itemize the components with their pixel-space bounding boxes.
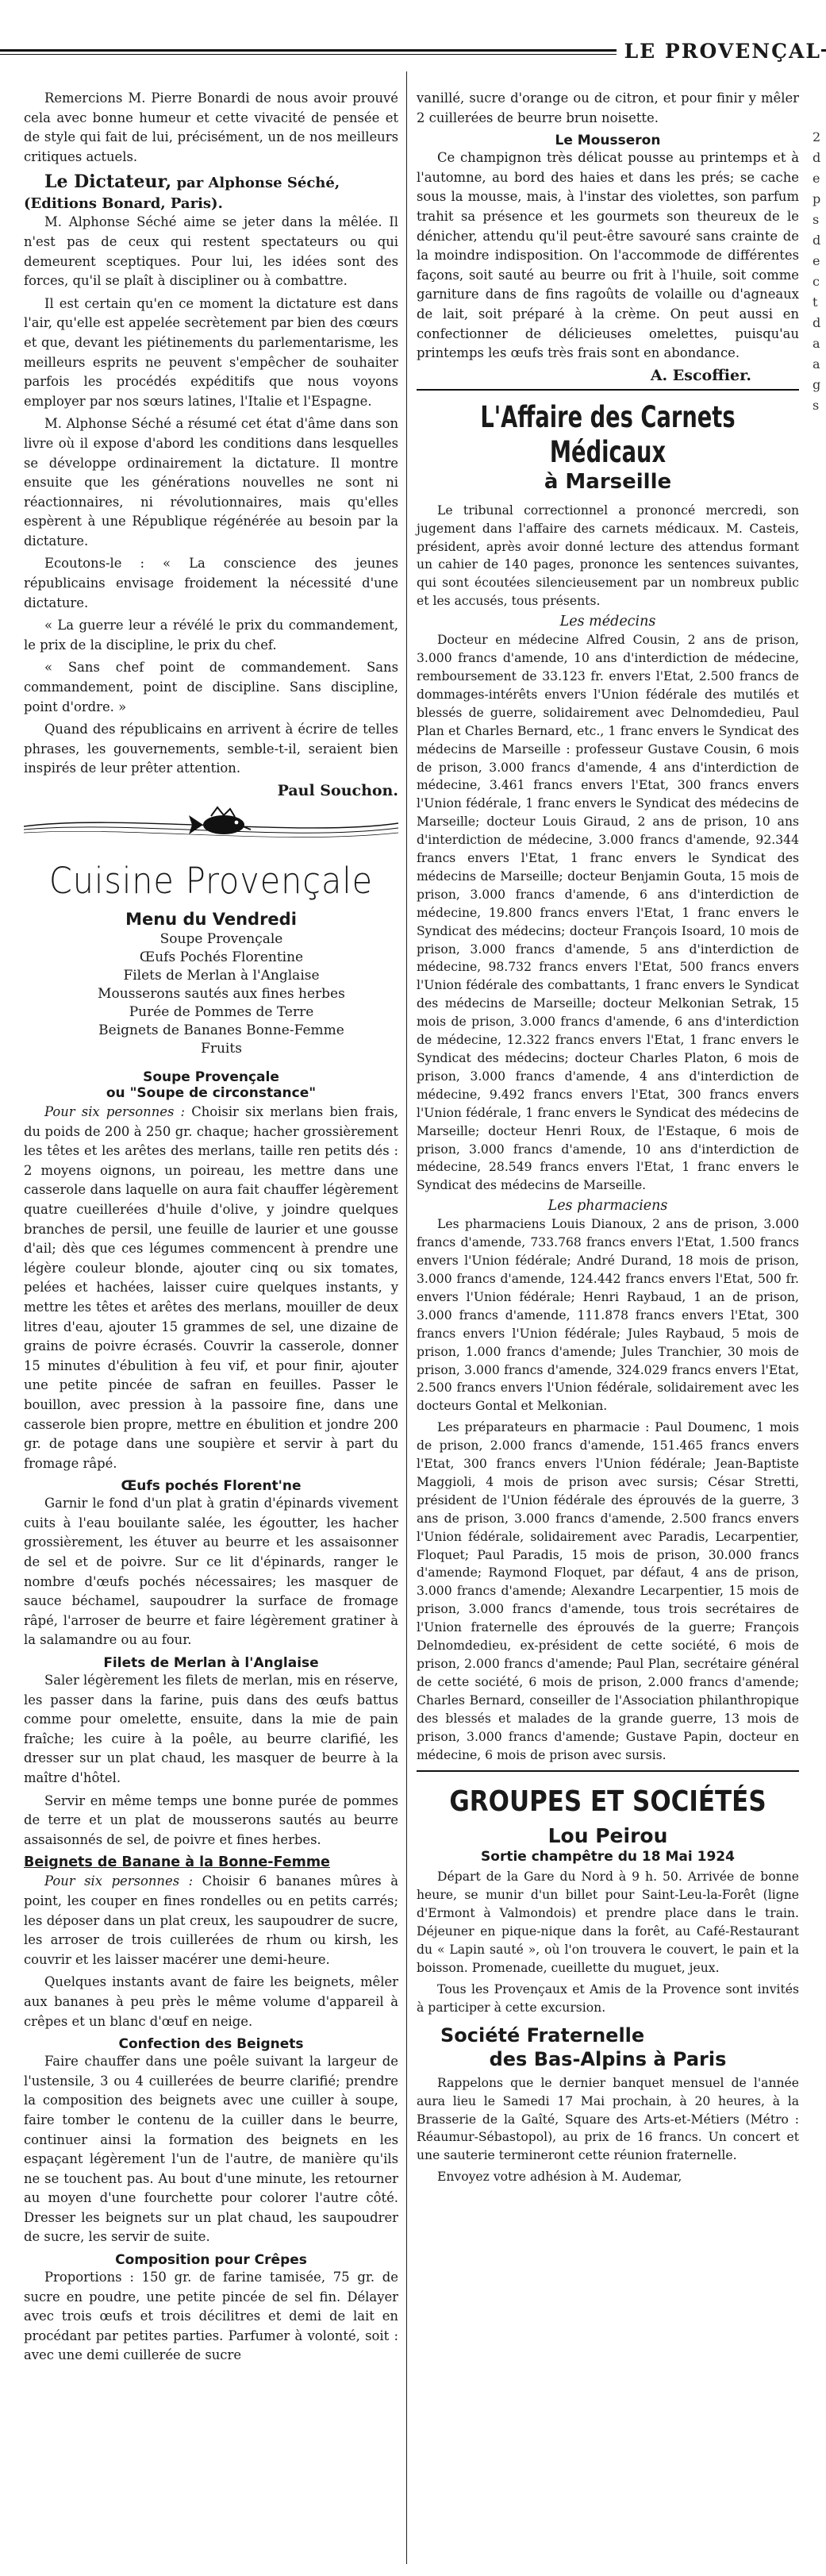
recipe-text: Quelques instants avant de faire les beignets, mêler aux bananes à peu près le même volume d'appareil à crêpes et un blanc d'œuf en neige. [24, 1974, 398, 2029]
edge-letter: d [813, 233, 821, 248]
recipe-text [24, 1872, 398, 1970]
article-intro: Le tribunal correctionnel a prononcé mercredi, son jugement dans l'affaire des carnets médicaux. M. Casteis, président, après avoir donné lecture des attendus formant un cahier de 140 pages, prononce les sentences suivantes, qui sont écoutées silencieusement par un nombreux public et les accusés, tous présents. [417, 502, 799, 609]
menu-item: Filets de Merlan à l'Anglaise [123, 968, 320, 984]
intro-paragraph: Remercions M. Pierre Bonardi de nous avoir prouvé cela avec bonne humeur et cette vivacité de pensée et de style qui fait de lui, précisément, un de nos meilleurs critiques actuels. [24, 90, 398, 164]
section-rule [417, 389, 799, 391]
menu-item: Beignets de Bananes Bonne-Femme [98, 1022, 344, 1038]
article-paragraph: Les pharmaciens Louis Dianoux, 2 ans de prison, 3.000 francs d'amende, 733.768 francs envers l'Etat, 1.500 francs envers l'Union fédérale; André Durand, 18 mois de prison, 3.000 francs d'amende, 124.442 francs envers l'Etat, 500 fr. envers l'Union fédérale; Henri Raybaud, 1 an de prison, 3.000 francs d'amende, 111.878 francs envers l'Etat, 300 francs envers l'Union fédérale; Jules Raybaud, 5 mois de prison, 1.000 francs d'amende; Jules Tranchier, 30 mois de prison, 3.000 francs d'amende, 324.029 francs envers l'Etat, 2.500 francs envers l'Union fédérale, solidairement avec les docteurs Gontal et Melkonian. [417, 1217, 799, 1414]
menu-item: Purée de Pommes de Terre [129, 1004, 314, 1020]
book-title: Le Dictateur, [44, 171, 172, 193]
left-column [24, 89, 398, 2369]
mousseron-heading: Le Mousseron [555, 133, 661, 149]
review-paragraph: Quand des républicains en arrivent à écrire de telles phrases, les gouvernements, semble-t-il, seraient bien inspirés de leur prêter attention. [24, 722, 398, 776]
edge-letter: s [813, 398, 820, 413]
cuisine-section-title: Cuisine Provençale [48, 860, 374, 902]
society-subheading: des Bas-Alpins à Paris [489, 2047, 727, 2070]
recipe-heading: Soupe Provençale [143, 1069, 279, 1085]
author-signature: Paul Souchon. [277, 782, 398, 799]
edge-letter: e [813, 253, 820, 268]
menu-item: Fruits [201, 1041, 242, 1057]
recipe-body: Choisir six merlans bien frais, du poids de 200 à 250 gr. chaque; hacher grossièrement les têtes et les arêtes des merlans, taille ren petits dés : 2 moyens oignons, un poireau, les mettre dans une casserole dans laquelle on aura fait chauffer légèrement quatre cueillerées d'huile d'olive, y joindre quelques branches de persil, une feuille de laurier et une gousse d'ail; dès que ces légumes commencent à prendre une légère couleur blonde, ajouter cinq ou six tomates, pelées et hachées, laisser cuire quelques instants, y mettre les têtes et arêtes des merlans, mouiller de deux litres d'eau, ajouter 15 grammes de sel, une dizaine de grains de poivre écrasés. Couvrir la casserole, donner 15 minutes d'ébulition à feu vif, et pour finir, ajouter une petite pincée de safran en feuilles. Passer le bouillon, avec pression à la passoire fine, dans une casserole bien propre, mettre en ébulition et jondre 200 gr. de potage dans une soupière et servir à part du fromage râpé. [24, 1104, 398, 1471]
author-signature: A. Escoffier. [650, 366, 751, 384]
newspaper-title: LE PROVENÇAL [617, 40, 821, 63]
recipe-text [24, 1103, 398, 1473]
book-review-heading [24, 171, 398, 213]
article-paragraph: Docteur en médecine Alfred Cousin, 2 ans de prison, 3.000 francs d'amende, 10 ans d'interdiction de médecine, remboursement de 33.123 fr. envers l'Etat, 2.500 francs de dommages-intérêts envers l'Union fédérale des mutilés et blessés de guerre, solidairement avec Delnomdedieu, Paul Plan et Charles Bernard, etc., 1 franc envers le Syndicat des médecins de Marseille : professeur Gustave Cousin, 6 mois de prison, 3.000 francs d'amende, 4 ans d'interdiction de médecine, 3.461 francs envers l'Etat, 300 francs envers l'Union fédérale, 1 franc envers le Syndicat des médecins de Marseille; docteur Louis Giraud, 2 ans de prison, 10 ans d'interdiction de médecine, 3.000 francs d'amende, 92.344 francs envers l'Etat, 1 franc envers le Syndicat des médecins de Marseille; docteur Benjamin Gouta, 15 mois de prison, 3.000 francs d'amende, 6 ans d'interdiction de médecine, 19.800 francs envers l'Etat, 1 franc envers le Syndicat des médecins; docteur François Isoard, 10 mois de prison, 3.000 francs d'amende, 5 ans d'interdiction de médecine, 98.732 francs envers l'Etat, 500 francs envers l'Union fédérale des combattants, 1 franc envers le Syndicat des médecins de Marseille; docteur Melkonian Setrak, 15 mois de prison, 3.000 francs d'amende, 6 ans d'interdiction de médecine, 12.322 francs envers l'Etat, 1 franc envers le Syndicat des médecins; docteur Charles Platon, 6 mois de prison, 3.000 francs d'amende, 4 ans d'interdiction de médecine, 9.492 francs envers l'Etat, 300 francs envers l'Union fédérale, 1 franc envers le Syndicat des médecins de Marseille; docteur Henri Roux, de l'Estaque, 6 mois de prison, 3.000 francs d'amende, 10 ans d'interdiction de médecine, 28.549 francs envers l'Etat, 1 franc envers le Syndicat des médecins de Marseille. [417, 633, 799, 1193]
menu-item: Œufs Pochés Florentine [139, 949, 304, 965]
review-paragraph: M. Alphonse Séché aime se jeter dans la mêlée. Il n'est pas de ceux qui restent spectateurs ou qui demeurent sceptiques. Pour lui, les idées sont des forces, qu'il se plaît à discipliner ou à combattre. [24, 214, 398, 289]
mousseron-text: Ce champignon très délicat pousse au printemps et à l'automne, au bord des haies et dans les prés; se cache sous la mousse, mais, à l'instar des violettes, son parfum trahit sa présence et les gourmets son theureux de le dénicher, attendu qu'il peut-être savouré sans crainte de la moindre indisposition. On l'accommode de différentes façons, soit sauté au beurre ou frit à l'huile, soit comme garniture dans de fins ragoûts de volaille ou d'agneaux de lait, soit préparé à la crème. On peut aussi en confectionner de délicieuses omelettes, puisqu'au printemps les œufs très frais sont en abondance. [417, 150, 799, 361]
edge-letter: t [813, 295, 818, 310]
recipe-subheading: ou "Soupe de circonstance" [106, 1085, 317, 1101]
edge-letter: e [813, 171, 820, 186]
recipe-text: Garnir le fond d'un plat à gratin d'épinards vivement cuits à l'eau bouilante salée, les égoutter, les hacher grossièrement, les étuver au beurre et les assaisonner de sel et de poivre. Sur ce lit d'épinards, ranger le nombre d'œufs pochés nécessaires; les masquer de sauce béchamel, saupoudrer la surface de fromage râpé, l'arroser de beurre et faire légèrement gratiner à la salamandre ou au four. [24, 1496, 398, 1648]
review-paragraph: Il est certain qu'en ce moment la dictature est dans l'air, qu'elle est appelée secrètement par bien des cœurs et que, devant les piétinements du parlementarisme, les meilleurs esprits ne peuvent s'empêcher de souhaiter parfois les procédés expéditifs que nous voyons employer par nos sœurs latines, l'Italie et l'Espagne. [24, 295, 398, 409]
masthead-rule-thin [0, 54, 635, 55]
recipe-text: Servir en même temps une bonne purée de pommes de terre et un plat de mousserons sautés au beurre assaisonnés de sel, de poivre et fines herbes. [24, 1792, 398, 1847]
section-rule [417, 1770, 799, 1772]
group-name: Lou Peirou [547, 1824, 668, 1848]
review-paragraph: « La guerre leur a révélé le prix du commandement, le prix de la discipline, le prix du chef. [24, 618, 398, 653]
edge-letter: g [813, 377, 821, 392]
fish-icon [24, 806, 398, 845]
recipe-text: Saler légèrement les filets de merlan, mis en réserve, les passer dans la farine, puis dans des œufs battus comme pour omelette, ensuite, dans la mie de pain fraîche; les cuire à la poêle, au beurre clarifié, les dresser sur un plat chaud, les masquer de beurre à la maître d'hôtel. [24, 1673, 398, 1785]
event-paragraph: Départ de la Gare du Nord à 9 h. 50. Arrivée de bonne heure, se munir d'un billet pour Saint-Leu-la-Forêt (ligne d'Ermont à Valmondois) et prendre place dans le train. Déjeuner en pique-nique dans la forêt, au Café-Restaurant du « Lapin sauté », où l'on trouvera le couvert, le pain et la boisson. Promenade, cueillette du muguet, jeux. [417, 1869, 799, 1975]
menu-title: Menu du Vendredi [125, 910, 297, 929]
fish-ornament-divider [24, 806, 398, 849]
society-paragraph: Rappelons que le dernier banquet mensuel de l'année aura lieu le Samedi 17 Mai prochain, à 20 heures, à la Brasserie de la Gaîté, Square des Arts-et-Métiers (Métro : Réaumur-Sébastopol), au prix de 16 francs. Un concert et une sauterie termineront cette réunion fraternelle. [417, 2075, 799, 2163]
article-paragraph: Les préparateurs en pharmacie : Paul Doumenc, 1 mois de prison, 2.000 francs d'amende, 151.465 francs envers l'Etat, 300 francs envers l'Union fédérale; Jean-Baptiste Maggioli, 4 mois de prison avec sursis; César Stretti, président de l'Union fédérale des éprouvés de la guerre, 3 ans de prison, 3.000 francs d'amende, 2.500 francs envers l'Union fédérale, solidairement avec Paradis, Lecarpentier, Floquet; Paul Paradis, 15 mois de prison, 30.000 francs d'amende; Raymond Floquet, par défaut, 4 ans de prison, 3.000 francs d'amende; Alexandre Lecarpentier, 15 mois de prison, 3.000 francs d'amende, tous trois secrétaires de l'Union fraternelle des éprouvés de la guerre; François Delnomdedieu, ex-président de cette société, 6 mois de prison, 2.000 francs d'amende; Paul Plan, secrétaire général de cette société, 6 mois de prison, 2.000 francs d'amende; Charles Bernard, conseiller de l'Association philanthropique des blessés et malades de la grande guerre, 13 mois de prison, 3.000 francs d'amende; Gustave Papin, docteur en médecine, 6 mois de prison avec sursis. [417, 1420, 799, 1762]
menu-item: Mousserons sautés aux fines herbes [98, 986, 345, 1002]
event-body [417, 1868, 799, 2016]
recipe-text: Proportions : 150 gr. de farine tamisée, 75 gr. de sucre en poudre, une petite pincée de sel fin. Délayer avec trois œufs et trois décilitres et demi de lait en procédant par petites parties. Parfumer à volonté, soit : avec une demi cuillerée de sucre [24, 2270, 398, 2363]
edge-letter: d [813, 150, 821, 165]
edge-letter: c [813, 274, 820, 289]
recipe-heading: Filets de Merlan à l'Anglaise [103, 1655, 319, 1672]
edge-letter: s [813, 212, 820, 227]
section-subheading: Les pharmaciens [547, 1198, 668, 1215]
column-divider [406, 71, 407, 2564]
recipe-continuation: vanillé, sucre d'orange ou de citron, et pour finir y mêler 2 cuillerées de beurre brun noisette. [417, 90, 799, 125]
review-paragraph: M. Alphonse Séché a résumé cet état d'âme dans son livre où il expose d'abord les conditions dans lesquelles se développe ordinairement la dictature. Il montre ensuite que les générations nouvelles ne sont ni réactionnaires, ni révolutionnaires, mais qu'elles espèrent à une République régénérée au besoin par la dictature. [24, 416, 398, 549]
book-byline: par Alphonse Séché, (Editions Bonard, Paris). [24, 175, 340, 213]
article-body [417, 502, 799, 1765]
event-paragraph: Tous les Provençaux et Amis de la Provence sont invités à participer à cette excursion. [417, 1981, 799, 2015]
society-heading: Société Fraternelle [440, 2023, 645, 2047]
masthead [0, 0, 826, 63]
article-headline: L'Affaire des Carnets Médicaux [480, 399, 736, 469]
recipe-heading: Confection des Beignets [118, 2036, 304, 2053]
edge-letter: p [813, 191, 821, 206]
edge-letter: a [813, 356, 820, 372]
review-paragraph: « Sans chef point de commandement. Sans commandement, point de discipline. Sans discipline, point d'ordre. » [24, 660, 398, 714]
society-body [417, 2074, 799, 2186]
edge-letter: d [813, 315, 821, 330]
recipe-heading: Composition pour Crêpes [115, 2252, 307, 2269]
article-subheadline: à Marseille [544, 469, 672, 494]
recipe-lead: Pour six personnes : [44, 1873, 194, 1889]
recipe-body: Choisir 6 bananes mûres à point, les couper en fines rondelles ou en petits carrés; les déposer dans un plat creux, les saupoudrer de sucre, les arroser de trois cuillerées de rhum ou kirsh, les couvrir et les laisser macérer une demi-heure. [24, 1873, 398, 1967]
review-paragraph: Ecoutons-le : « La conscience des jeunes républicains envisage froidement la nécessité d'une dictature. [24, 556, 398, 610]
recipe-text: Faire chauffer dans une poêle suivant la largeur de l'ustensile, 3 ou 4 cuillerées de beurre clarifié; prendre la composition des beignets avec une cuiller à soupe, faire tomber le contenu de la cuiller dans le beurre, continuer ainsi la formation des beignets en les espaçant légèrement l'un de l'autre, de manière qu'ils ne se touchent pas. Au bout d'une minute, les retourner au moyen d'une fourchette pour colorer l'autre côté. Dresser les beignets sur un plat chaud, les saupoudrer de sucre, les servir de suite. [24, 2054, 398, 2245]
event-title: Sortie champêtre du 18 Mai 1924 [481, 1849, 735, 1866]
adjacent-column-edge [813, 127, 826, 416]
edge-letter: a [813, 336, 820, 351]
right-column [417, 89, 799, 2189]
recipe-lead: Pour six personnes : [44, 1104, 186, 1119]
recipe-heading: Œufs pochés Florent'ne [121, 1478, 302, 1495]
groups-headline: GROUPES ET SOCIÉTÉS [449, 1785, 766, 1819]
menu-list [24, 930, 398, 1058]
edge-letter: 2 [813, 129, 821, 144]
society-paragraph: Envoyez votre adhésion à M. Audemar, [437, 2170, 682, 2185]
menu-item: Soupe Provençale [159, 931, 283, 947]
recipe-heading: Beignets de Banane à la Bonne-Femme [24, 1854, 330, 1871]
section-subheading: Les médecins [559, 614, 656, 630]
